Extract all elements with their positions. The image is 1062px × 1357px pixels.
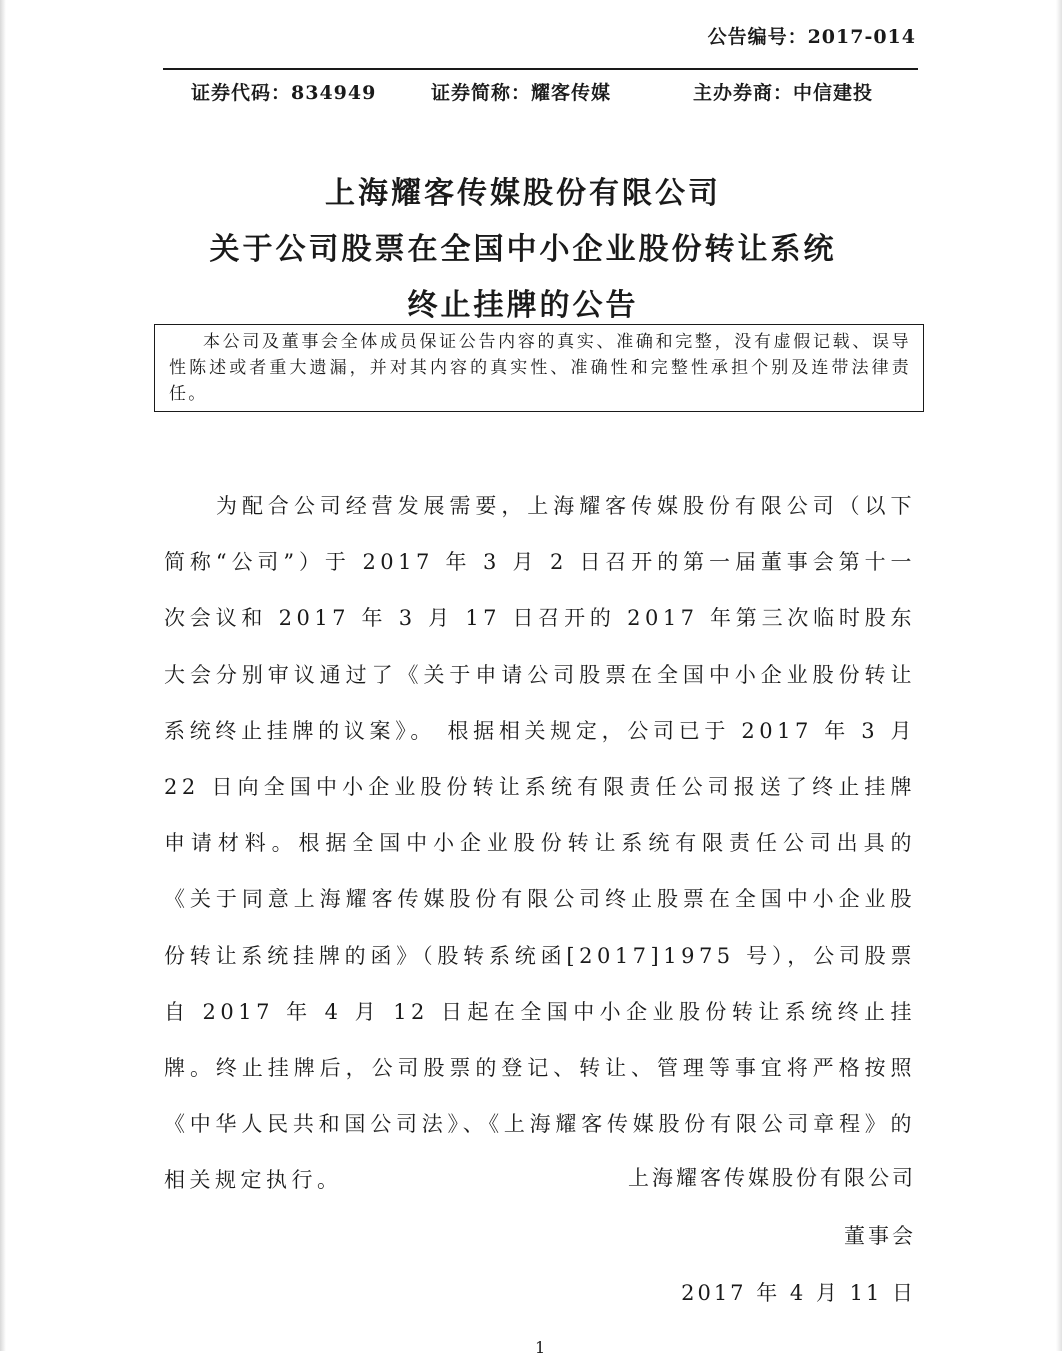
- signature-board: 董事会: [844, 1224, 916, 1248]
- signature-date: 2017 年 4 月 11 日: [681, 1281, 916, 1305]
- document-title-line-1: 上海耀客传媒股份有限公司: [325, 176, 721, 211]
- security-abbreviation: 证券简称：耀客传媒: [431, 82, 612, 104]
- document-title-line-3: 终止挂牌的公告: [407, 288, 639, 323]
- page-right-edge-shadow: [1056, 0, 1062, 1351]
- signature-company: 上海耀客传媒股份有限公司: [628, 1166, 916, 1190]
- document-title-line-2: 关于公司股票在全国中小企业股份转让系统: [209, 232, 837, 267]
- security-code: 证券代码：834949: [191, 82, 377, 104]
- page-number: 1: [535, 1338, 546, 1357]
- security-info-bar: [163, 68, 918, 110]
- notice-number: 公告编号：2017-014: [707, 26, 916, 48]
- board-declaration-box: 本公司及董事会全体成员保证公告内容的真实、准确和完整，没有虚假记载、误导性陈述或者重大遗漏，并对其内容的真实性、准确性和完整性承担个别及连带法律责任。: [154, 324, 924, 412]
- sponsor-broker: 主办券商：中信建投: [693, 82, 874, 104]
- announcement-body: 为配合公司经营发展需要，上海耀客传媒股份有限公司（以下简称“公司”）于 2017 年 3 月 2 日召开的第一届董事会第十一次会议和 2017 年 3 月 17 日召开的 2017 年第三次临时股东大会分别审议通过了《关于申请公司股票在全国中小企业股份转让系统终止挂牌的议案》。 根据相关规定，公司已于 2017 年 3 月 22 日向全国中小企业股份转让系统有限责任公司报送了终止挂牌申请材料。根据全国中小企业股份转让系统有限责任公司出具的《关于同意上海耀客传媒股份有限公司终止股票在全国中小企业股份转让系统挂牌的函》（股转系统函[2017]1975 号），公司股票自 2017 年 4 月 12 日起在全国中小企业股份转让系统终止挂牌。终止挂牌后，公司股票的登记、转让、管理等事宜将严格按照《中华人民共和国公司法》、《上海耀客传媒股份有限公司章程》的相关规定执行。: [164, 494, 916, 1193]
